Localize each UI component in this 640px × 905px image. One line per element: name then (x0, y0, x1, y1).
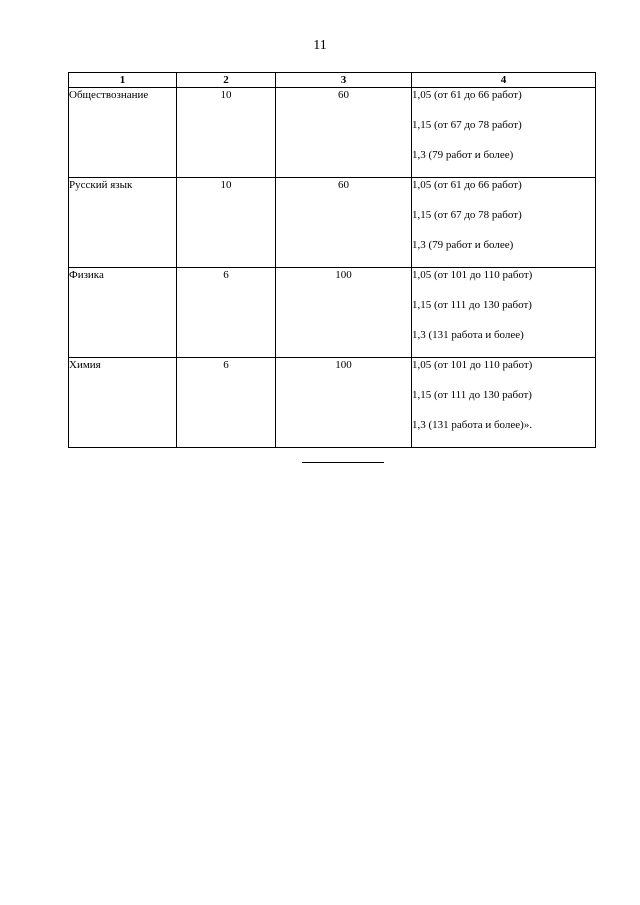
coefficient-line: 1,3 (131 работа и более)». (412, 419, 533, 431)
page-number: 11 (313, 38, 327, 53)
table-row (69, 268, 596, 358)
coefficient-line: 1,05 (от 61 до 66 работ) (412, 179, 522, 191)
col2-cell: 10 (177, 88, 276, 178)
coefficients-cell (412, 88, 596, 178)
coefficients-table (68, 72, 596, 448)
subject-cell: Физика (69, 268, 177, 358)
table-row (69, 88, 596, 178)
col2-cell: 6 (177, 268, 276, 358)
header-col-4: 4 (412, 73, 596, 88)
table-row (69, 178, 596, 268)
coefficient-line: 1,3 (79 работ и более) (412, 239, 514, 251)
coefficient-line: 1,3 (131 работа и более) (412, 329, 524, 341)
header-col-2: 2 (177, 73, 276, 88)
col3-cell: 100 (276, 358, 412, 448)
coefficient-line: 1,05 (от 101 до 110 работ) (412, 359, 533, 371)
col2-cell: 6 (177, 358, 276, 448)
coefficients-cell (412, 178, 596, 268)
header-row (69, 73, 596, 88)
coefficient-line: 1,05 (от 101 до 110 работ) (412, 269, 533, 281)
coefficients-cell (412, 268, 596, 358)
col3-cell: 60 (276, 178, 412, 268)
table-body (69, 88, 596, 448)
table-row (69, 358, 596, 448)
coefficient-line: 1,15 (от 111 до 130 работ) (412, 299, 532, 311)
subject-cell: Русский язык (69, 178, 177, 268)
col2-cell: 10 (177, 178, 276, 268)
col3-cell: 100 (276, 268, 412, 358)
coefficients-cell (412, 358, 596, 448)
end-divider-line (302, 462, 384, 463)
header-col-3: 3 (276, 73, 412, 88)
subject-cell: Обществознание (69, 88, 177, 178)
coefficient-line: 1,15 (от 111 до 130 работ) (412, 389, 532, 401)
col3-cell: 60 (276, 88, 412, 178)
header-col-1: 1 (69, 73, 177, 88)
coefficient-line: 1,15 (от 67 до 78 работ) (412, 209, 522, 221)
coefficient-line: 1,15 (от 67 до 78 работ) (412, 119, 522, 131)
table-header (69, 73, 596, 88)
subject-cell: Химия (69, 358, 177, 448)
coefficient-line: 1,3 (79 работ и более) (412, 149, 514, 161)
coefficient-line: 1,05 (от 61 до 66 работ) (412, 89, 522, 101)
